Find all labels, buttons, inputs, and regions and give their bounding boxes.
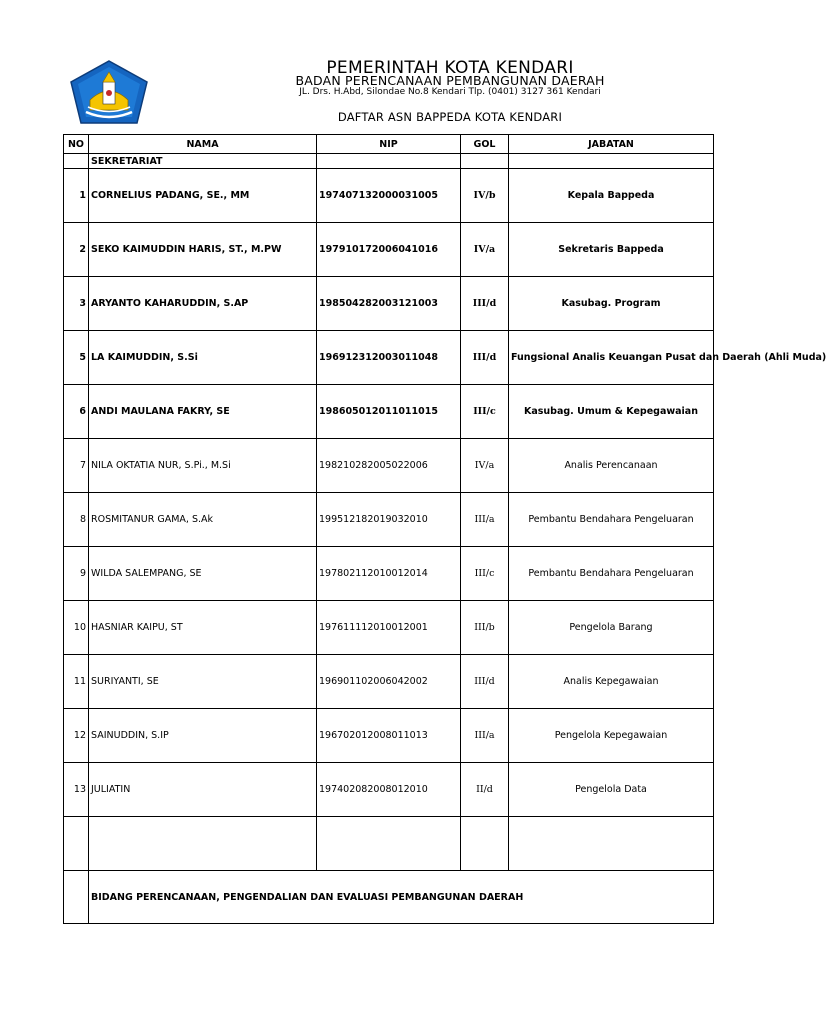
- cell-jabatan: Kepala Bappeda: [509, 169, 714, 223]
- cell-no: 9: [64, 547, 89, 601]
- cell-nip: 197802112010012014: [317, 547, 461, 601]
- cell-gol: III/d: [461, 655, 509, 709]
- cell-nama: ROSMITANUR GAMA, S.Ak: [89, 493, 317, 547]
- cell-no: 8: [64, 493, 89, 547]
- table-row: [64, 439, 714, 493]
- cell-nip: 197402082008012010: [317, 763, 461, 817]
- cell-gol: III/a: [461, 709, 509, 763]
- col-header-gol: GOL: [461, 135, 509, 154]
- cell-gol: III/d: [461, 277, 509, 331]
- cell-gol: III/b: [461, 601, 509, 655]
- cell-jabatan: Kasubag. Umum & Kepegawaian: [509, 385, 714, 439]
- cell-nama: NILA OKTATIA NUR, S.Pi., M.Si: [89, 439, 317, 493]
- cell-jabatan: Fungsional Analis Keuangan Pusat dan Daerah (Ahli Muda): [509, 331, 714, 385]
- cell-nama: ANDI MAULANA FAKRY, SE: [89, 385, 317, 439]
- cell-nip: 197910172006041016: [317, 223, 461, 277]
- cell-nama: SURIYANTI, SE: [89, 655, 317, 709]
- section-label: SEKRETARIAT: [89, 154, 317, 169]
- table-row: [64, 709, 714, 763]
- cell-no: 10: [64, 601, 89, 655]
- cell-no: 13: [64, 763, 89, 817]
- table-row: [64, 169, 714, 223]
- cell-jabatan: Kasubag. Program: [509, 277, 714, 331]
- section-row-sekretariat: [64, 154, 714, 169]
- cell-no: 1: [64, 169, 89, 223]
- cell-nama: LA KAIMUDDIN, S.Si: [89, 331, 317, 385]
- cell-gol: III/c: [461, 547, 509, 601]
- cell-nama: JULIATIN: [89, 763, 317, 817]
- col-header-nama: NAMA: [89, 135, 317, 154]
- cell-jabatan: Sekretaris Bappeda: [509, 223, 714, 277]
- cell-gol: III/a: [461, 493, 509, 547]
- cell-no: 12: [64, 709, 89, 763]
- document-title: DAFTAR ASN BAPPEDA KOTA KENDARI: [337, 110, 563, 124]
- cell-nip: 198605012011011015: [317, 385, 461, 439]
- table-row: [64, 277, 714, 331]
- cell-gol: III/d: [461, 331, 509, 385]
- header-subtitle: BADAN PERENCANAAN PEMBANGUNAN DAERAH: [295, 73, 605, 88]
- cell-jabatan: Pengelola Data: [509, 763, 714, 817]
- cell-nip: 197407132000031005: [317, 169, 461, 223]
- cell-nip: 198210282005022006: [317, 439, 461, 493]
- col-header-nip: NIP: [317, 135, 461, 154]
- table-row: [64, 223, 714, 277]
- header-title: PEMERINTAH KOTA KENDARI: [326, 58, 574, 78]
- cell-nama: WILDA SALEMPANG, SE: [89, 547, 317, 601]
- cell-gol: III/c: [461, 385, 509, 439]
- cell-no: 7: [64, 439, 89, 493]
- cell-nama: ARYANTO KAHARUDDIN, S.AP: [89, 277, 317, 331]
- cell-nama: HASNIAR KAIPU, ST: [89, 601, 317, 655]
- table-row: [64, 547, 714, 601]
- cell-jabatan: Analis Kepegawaian: [509, 655, 714, 709]
- cell-no: 5: [64, 331, 89, 385]
- table-row: [64, 493, 714, 547]
- cell-jabatan: Pengelola Kepegawaian: [509, 709, 714, 763]
- table-row: [64, 331, 714, 385]
- empty-row: [64, 817, 714, 871]
- cell-no: 3: [64, 277, 89, 331]
- col-header-jabatan: JABATAN: [509, 135, 714, 154]
- cell-gol: IV/a: [461, 439, 509, 493]
- cell-nama: SAINUDDIN, S.IP: [89, 709, 317, 763]
- cell-nama: CORNELIUS PADANG, SE., MM: [89, 169, 317, 223]
- cell-no: 11: [64, 655, 89, 709]
- cell-nip: 199512182019032010: [317, 493, 461, 547]
- table-row: [64, 385, 714, 439]
- table-row: [64, 601, 714, 655]
- cell-nama: SEKO KAIMUDDIN HARIS, ST., M.PW: [89, 223, 317, 277]
- kendari-coat-of-arms-icon: [70, 60, 148, 124]
- section-label: BIDANG PERENCANAAN, PENGENDALIAN DAN EVALUASI PEMBANGUNAN DAERAH: [89, 871, 714, 924]
- cell-nip: 197611112010012001: [317, 601, 461, 655]
- asn-table: [63, 134, 826, 924]
- cell-jabatan: Pembantu Bendahara Pengeluaran: [509, 493, 714, 547]
- cell-no: 2: [64, 223, 89, 277]
- cell-nip: 196912312003011048: [317, 331, 461, 385]
- cell-gol: IV/b: [461, 169, 509, 223]
- cell-gol: IV/a: [461, 223, 509, 277]
- header-address: JL. Drs. H.Abd, Silondae No.8 Kendari Tlp. (0401) 3127 361 Kendari: [299, 87, 601, 97]
- col-header-no: NO: [64, 135, 89, 154]
- cell-nip: 196901102006042002: [317, 655, 461, 709]
- section-row-bidang: [64, 871, 714, 924]
- cell-gol: II/d: [461, 763, 509, 817]
- table-header-row: [64, 135, 714, 154]
- table-row: [64, 763, 714, 817]
- cell-jabatan: Pengelola Barang: [509, 601, 714, 655]
- cell-no: 6: [64, 385, 89, 439]
- cell-nip: 198504282003121003: [317, 277, 461, 331]
- cell-jabatan: Pembantu Bendahara Pengeluaran: [509, 547, 714, 601]
- cell-jabatan: Analis Perencanaan: [509, 439, 714, 493]
- cell-nip: 196702012008011013: [317, 709, 461, 763]
- table-row: [64, 655, 714, 709]
